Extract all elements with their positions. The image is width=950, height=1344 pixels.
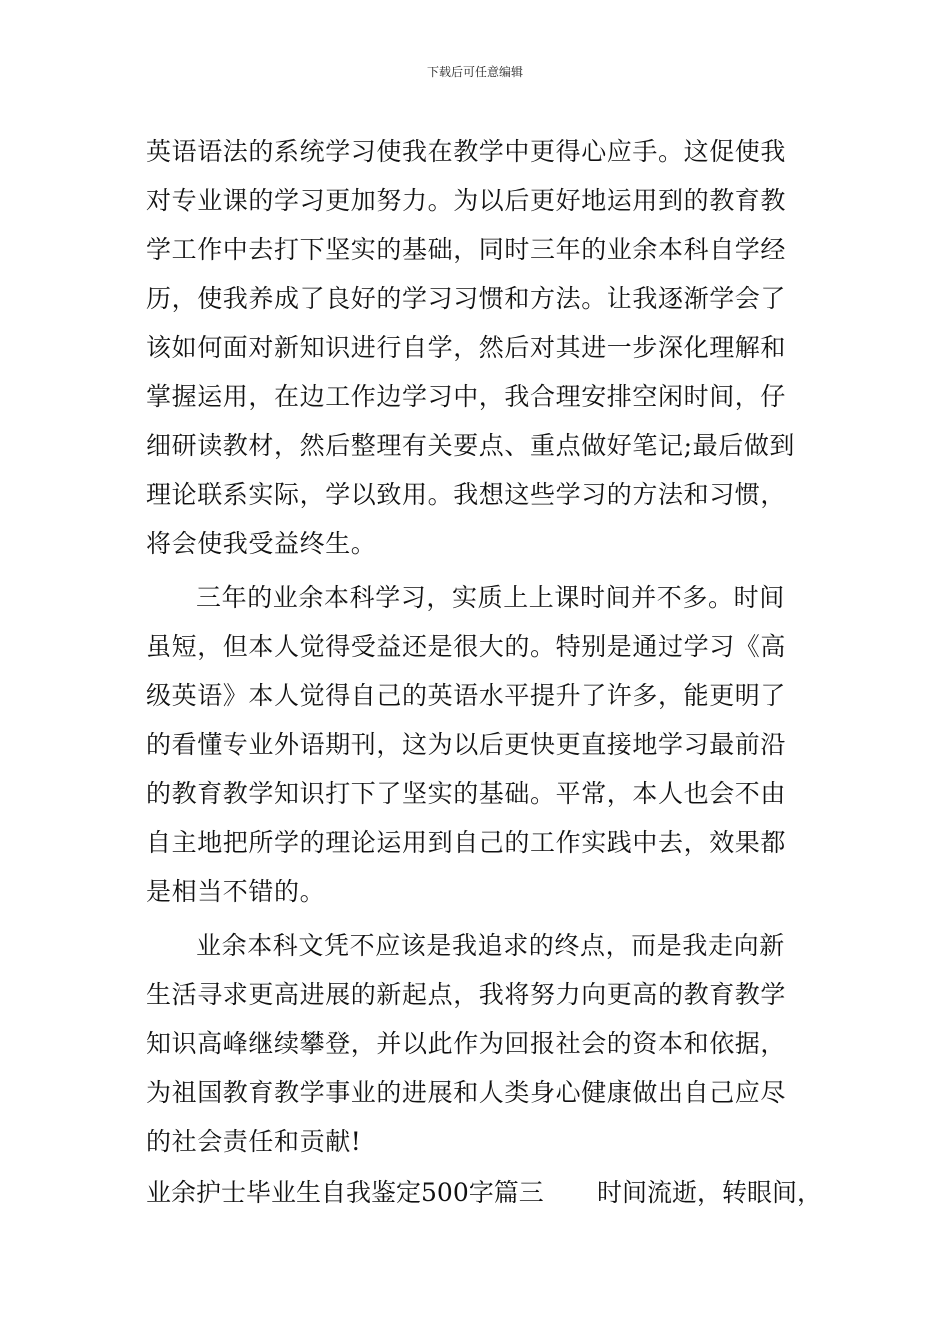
text-line: 知识高峰继续攀登，并以此作为回报社会的资本和依据， bbox=[146, 1029, 787, 1058]
text-line: 历，使我养成了良好的学习习惯和方法。让我逐渐学会了 bbox=[146, 284, 787, 313]
text-line: 该如何面对新知识进行自学，然后对其进一步深化理解和 bbox=[146, 333, 787, 362]
text-line: 时间流逝，转眼间， bbox=[596, 1178, 822, 1207]
text-line: 的教育教学知识打下了坚实的基础。平常，本人也会不由 bbox=[146, 779, 787, 808]
text-line: 虽短，但本人觉得受益还是很大的。特别是通过学习《高 bbox=[146, 632, 787, 661]
text-line: 生活寻求更高进展的新起点，我将努力向更高的教育教学 bbox=[146, 980, 787, 1009]
page-header: 下载后可任意编辑 bbox=[426, 65, 523, 79]
text-line: 业余本科文凭不应该是我追求的终点，而是我走向新 bbox=[196, 931, 785, 960]
text-line: 的社会责任和贡献! bbox=[146, 1127, 362, 1156]
text-line: 对专业课的学习更加努力。为以后更好地运用到的教育教 bbox=[146, 186, 787, 215]
text-line: 理论联系实际，学以致用。我想这些学习的方法和习惯， bbox=[146, 480, 787, 509]
text-line: 是相当不错的。 bbox=[146, 877, 326, 906]
text-line: 三年的业余本科学习，实质上上课时间并不多。时间 bbox=[196, 583, 785, 612]
text-line: 细研读教材，然后整理有关要点、重点做好笔记;最后做到 bbox=[146, 431, 796, 460]
text-line: 学工作中去打下坚实的基础，同时三年的业余本科自学经 bbox=[146, 235, 787, 264]
text-line: 为祖国教育教学事业的进展和人类身心健康做出自己应尽 bbox=[146, 1078, 787, 1107]
text-line: 的看懂专业外语期刊，这为以后更快更直接地学习最前沿 bbox=[146, 730, 787, 759]
text-line: 级英语》本人觉得自己的英语水平提升了许多，能更明了 bbox=[146, 681, 787, 710]
text-line: 将会使我受益终生。 bbox=[146, 529, 377, 558]
section-heading: 业余护士毕业生自我鉴定500字篇三 bbox=[146, 1178, 544, 1207]
section-heading-line bbox=[146, 1177, 822, 1209]
text-line: 自主地把所学的理论运用到自己的工作实践中去，效果都 bbox=[146, 828, 787, 857]
text-line: 掌握运用，在边工作边学习中，我合理安排空闲时间，仔 bbox=[146, 382, 787, 411]
text-line: 英语语法的系统学习使我在教学中更得心应手。这促使我 bbox=[146, 137, 787, 166]
